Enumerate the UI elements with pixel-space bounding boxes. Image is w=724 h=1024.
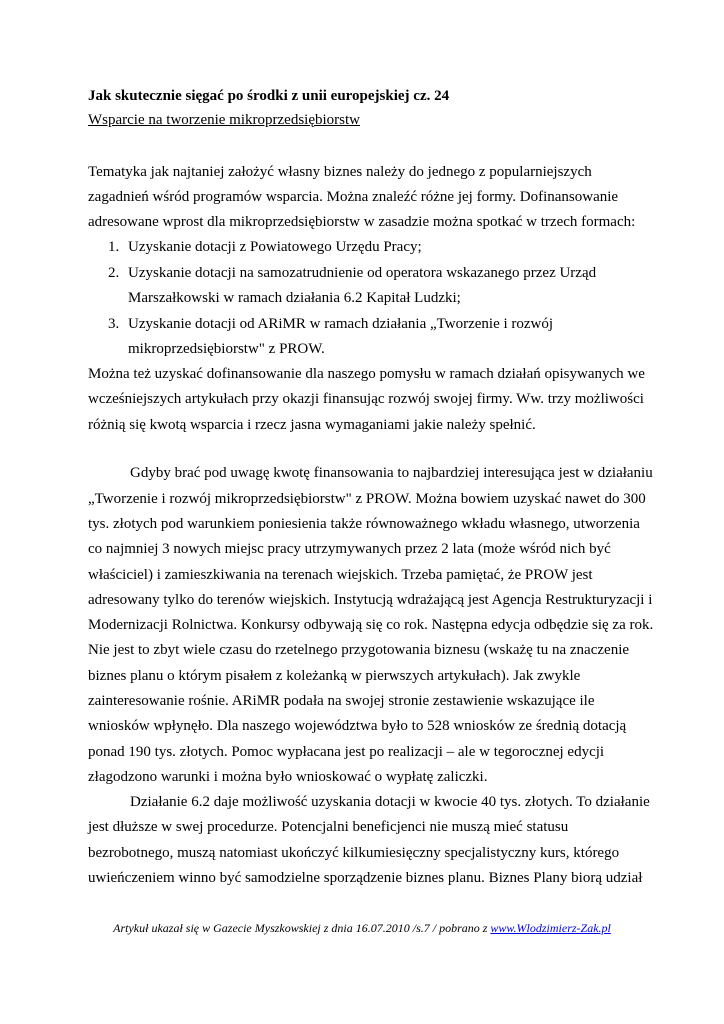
body-line: Gdyby brać pod uwagę kwotę finansowania to najbardziej interesująca jest w działaniu <box>130 465 653 481</box>
body-line: jest dłuższe w swej procedurze. Potencjalni beneficjenci nie muszą mieć statusu <box>88 819 569 835</box>
body-line: różnią się kwotą wsparcia i rzecz jasna wymaganiami jakie należy spełnić. <box>88 417 536 433</box>
body-line: właściciel) i zamieszkiwania na terenach wiejskich. Trzeba pamiętać, że PROW jest <box>88 567 593 583</box>
body-line: Można też uzyskać dofinansowanie dla naszego pomysłu w ramach działań opisywanych we <box>88 366 645 382</box>
article-title: Jak skutecznie sięgać po środki z unii europejskiej cz. 24 <box>88 88 450 104</box>
article-subtitle: Wsparcie na tworzenie mikroprzedsiębiorstw <box>88 112 360 128</box>
list-item-line: Uzyskanie dotacji na samozatrudnienie od operatora wskazanego przez Urząd <box>128 265 597 281</box>
list-item-line: Uzyskanie dotacji z Powiatowego Urzędu Pracy; <box>128 239 422 255</box>
body-line: uwieńczeniem winno być samodzielne sporządzenie biznes planu. Biznes Plany biorą udział <box>88 870 643 886</box>
body-line: wniosków wpłynęło. Dla naszego województwa było to 528 wniosków ze średnią dotacją <box>88 718 627 734</box>
footer-link[interactable]: www.Wlodzimierz-Zak.pl <box>490 921 611 935</box>
footer-text: Artykuł ukazał się w Gazecie Myszkowskiej z dnia 16.07.2010 /s.7 / pobrano z <box>113 921 491 935</box>
body-line: „Tworzenie i rozwój mikroprzedsiębiorstw" z PROW. Można bowiem uzyskać nawet do 300 <box>88 491 646 507</box>
body-line: biznes planu o którym pisałem z koleżanką w pierwszych artykułach). Jak zwykle <box>88 668 581 684</box>
body-line: wcześniejszych artykułach przy okazji finansując rozwój swojej firmy. Ww. trzy możliwości <box>88 391 644 407</box>
page-footer <box>0 920 724 936</box>
list-item-line: mikroprzedsiębiorstw" z PROW. <box>128 341 325 357</box>
body-line: tys. złotych pod warunkiem poniesienia także równoważnego wkładu własnego, utworzenia <box>88 516 640 532</box>
list-number: 3. <box>108 316 120 332</box>
body-line: Modernizacji Rolnictwa. Konkursy odbywają się co rok. Następna edycja odbędzie się za rok. <box>88 617 654 633</box>
list-item-line: Uzyskanie dotacji od ARiMR w ramach działania „Tworzenie i rozwój <box>128 316 554 332</box>
list-item-line: Marszałkowski w ramach działania 6.2 Kapitał Ludzki; <box>128 290 461 306</box>
body-line: Działanie 6.2 daje możliwość uzyskania dotacji w kwocie 40 tys. złotych. To działanie <box>130 794 650 810</box>
body-line: adresowany tylko do terenów wiejskich. Instytucją wdrażającą jest Agencja Restrukturyzacji i <box>88 592 653 608</box>
intro-line: zagadnień wśród programów wsparcia. Można znaleźć różne jej formy. Dofinansowanie <box>88 189 619 205</box>
body-line: co najmniej 3 nowych miejsc pracy utrzymywanych przez 2 lata (może wśród nich być <box>88 541 611 557</box>
list-number: 1. <box>108 239 120 255</box>
body-line: ponad 190 tys. złotych. Pomoc wypłacana jest po realizacji – ale w tegorocznej edycji <box>88 744 605 760</box>
body-line: Nie jest to zbyt wiele czasu do rzetelnego przygotowania biznesu (wskażę tu na znaczenie <box>88 642 630 658</box>
intro-line: adresowane wprost dla mikroprzedsiębiorstw w zasadzie można spotkać w trzech formach: <box>88 214 636 230</box>
body-line: bezrobotnego, muszą natomiast ukończyć kilkumiesięczny specjalistyczny kurs, którego <box>88 845 620 861</box>
body-line: zainteresowanie rośnie. ARiMR podała na swojej stronie zestawienie wskazujące ile <box>88 693 595 709</box>
body-line: złagodzono warunki i można było wnioskować o wypłatę zaliczki. <box>88 769 488 785</box>
list-number: 2. <box>108 265 120 281</box>
intro-line: Tematyka jak najtaniej założyć własny biznes należy do jednego z popularniejszych <box>88 164 592 180</box>
